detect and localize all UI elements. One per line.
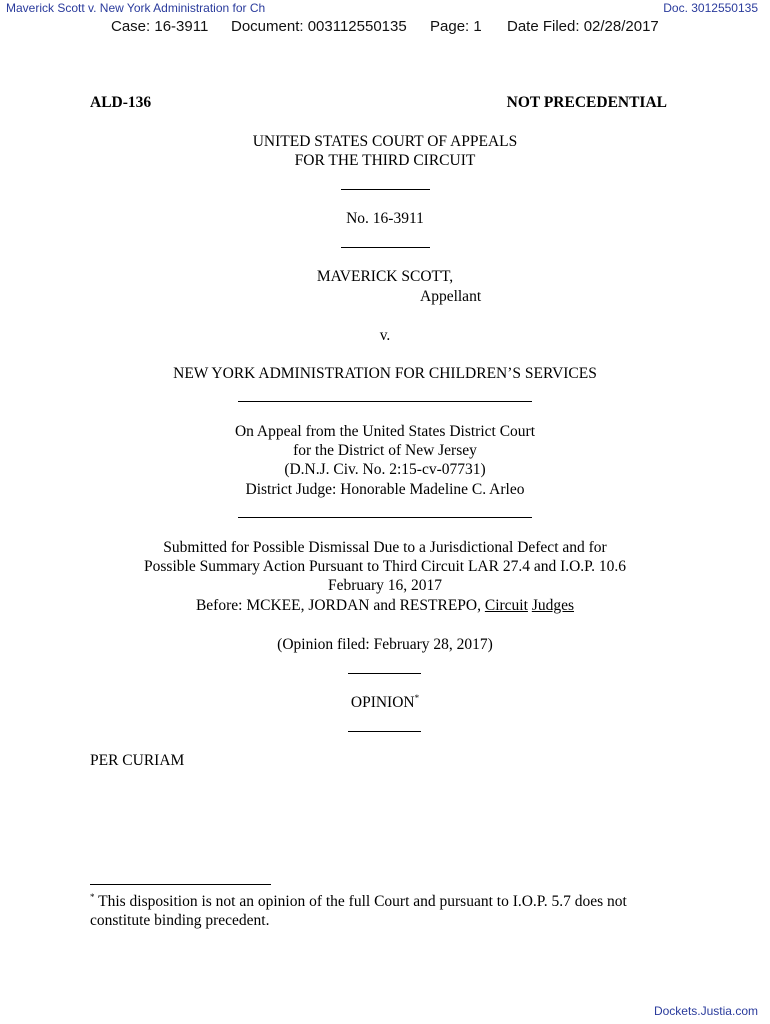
appeal-line-1: On Appeal from the United States District Court (234, 423, 536, 440)
submitted-line-1: Submitted for Possible Dismissal Due to a Jurisdictional Defect and for (163, 539, 607, 556)
panel-judges-prefix: Before: MCKEE, JORDAN and RESTREPO, (195, 597, 485, 614)
ald-number: ALD-136 (90, 94, 152, 111)
appellant-name: MAVERICK SCOTT, (316, 268, 454, 285)
document-number-link[interactable]: Doc. 3012550135 (663, 1, 758, 15)
court-name-line2: FOR THE THIRD CIRCUIT (294, 152, 476, 169)
date-filed: Date Filed: 02/28/2017 (507, 18, 659, 35)
submitted-date: February 16, 2017 (327, 577, 443, 594)
divider (341, 189, 430, 190)
divider (238, 517, 532, 518)
submitted-line-2: Possible Summary Action Pursuant to Third Circuit LAR 27.4 and I.O.P. 10.6 (144, 558, 626, 575)
appeal-line-3: (D.N.J. Civ. No. 2:15-cv-07731) (284, 461, 486, 478)
opinion-footnote-marker: * (414, 692, 420, 703)
district-judge: District Judge: Honorable Madeline C. Arleo (245, 481, 525, 498)
divider (238, 401, 532, 402)
precedential-status: NOT PRECEDENTIAL (506, 94, 667, 111)
footnote-marker: * (90, 891, 95, 902)
source-link[interactable]: Dockets.Justia.com (653, 1004, 758, 1018)
footnote-text-1: This disposition is not an opinion of the full Court and pursuant to I.O.P. 5.7 does not (94, 893, 627, 910)
docket-number: No. 16-3911 (346, 210, 424, 227)
opinion-title-text: OPINION (350, 694, 415, 711)
case-number: Case: 16-3911 (111, 18, 209, 35)
appeal-line-2: for the District of New Jersey (293, 442, 477, 459)
opinion-filed-date: (Opinion filed: February 28, 2017) (277, 636, 493, 653)
footnote-line-1 (90, 893, 690, 911)
document-title-link[interactable]: Maverick Scott v. New York Administration for Ch (6, 1, 266, 15)
document-number: Document: 003112550135 (231, 18, 407, 35)
panel-circuit-word: Circuit (484, 597, 528, 614)
footnote-separator (90, 884, 271, 885)
panel-judges (0, 597, 770, 615)
court-name-line1: UNITED STATES COURT OF APPEALS (252, 133, 518, 150)
opinion-title (0, 694, 770, 712)
divider (348, 673, 421, 674)
appellee-name: NEW YORK ADMINISTRATION FOR CHILDREN’S SERVICES (173, 365, 597, 382)
page-number: Page: 1 (430, 18, 482, 35)
appellant-role: Appellant (420, 288, 482, 305)
divider (341, 247, 430, 248)
versus: v. (379, 327, 391, 344)
divider (348, 731, 421, 732)
per-curiam: PER CURIAM (90, 752, 185, 769)
panel-judges-word: Judges (531, 597, 575, 614)
footnote-line-2: constitute binding precedent. (90, 912, 270, 929)
